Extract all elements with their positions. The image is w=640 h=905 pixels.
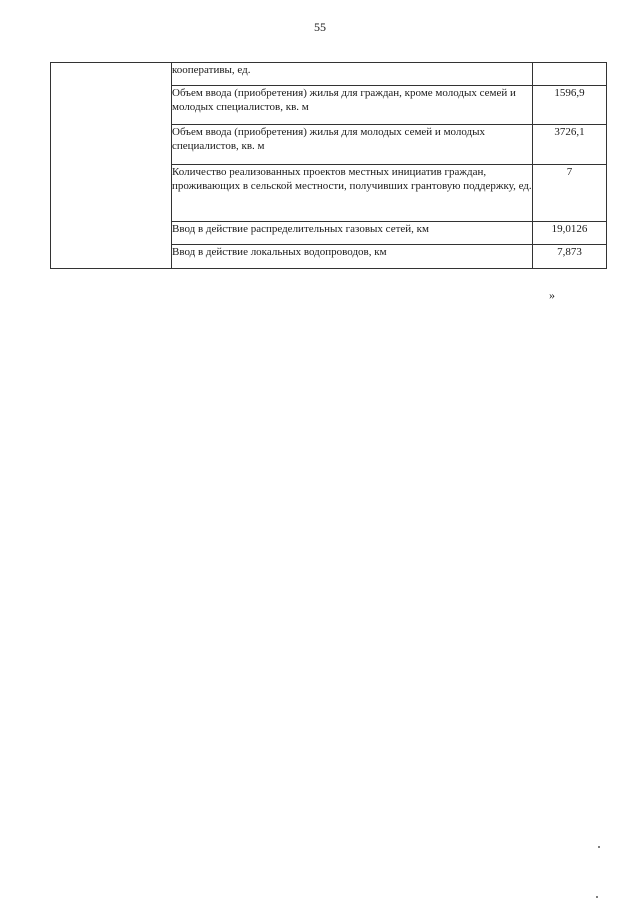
- row-description: Количество реализованных проектов местных инициатив граждан, проживающих в сельской местности, получивших грантовую поддержку, ед.: [172, 165, 533, 222]
- row-value: 1596,9: [533, 86, 607, 125]
- closing-quote: »: [549, 288, 555, 302]
- row-description: Объем ввода (приобретения) жилья для молодых семей и молодых специалистов, кв. м: [172, 125, 533, 165]
- scan-mark: [596, 896, 598, 898]
- row-description: Объем ввода (приобретения) жилья для граждан, кроме молодых семей и молодых специалистов, кв. м: [172, 86, 533, 125]
- row-description: Ввод в действие локальных водопроводов, км: [172, 245, 533, 269]
- indicators-table: [50, 62, 607, 269]
- scan-mark: [598, 846, 600, 848]
- row-value: 3726,1: [533, 125, 607, 165]
- table-row: [51, 63, 607, 86]
- merged-first-column-cell: [51, 63, 172, 269]
- row-value: 7,873: [533, 245, 607, 269]
- row-description: Ввод в действие распределительных газовых сетей, км: [172, 222, 533, 245]
- row-description: кооперативы, ед.: [172, 63, 533, 86]
- row-value: 7: [533, 165, 607, 222]
- page-number: 55: [314, 20, 326, 34]
- row-value: [533, 63, 607, 86]
- row-value: 19,0126: [533, 222, 607, 245]
